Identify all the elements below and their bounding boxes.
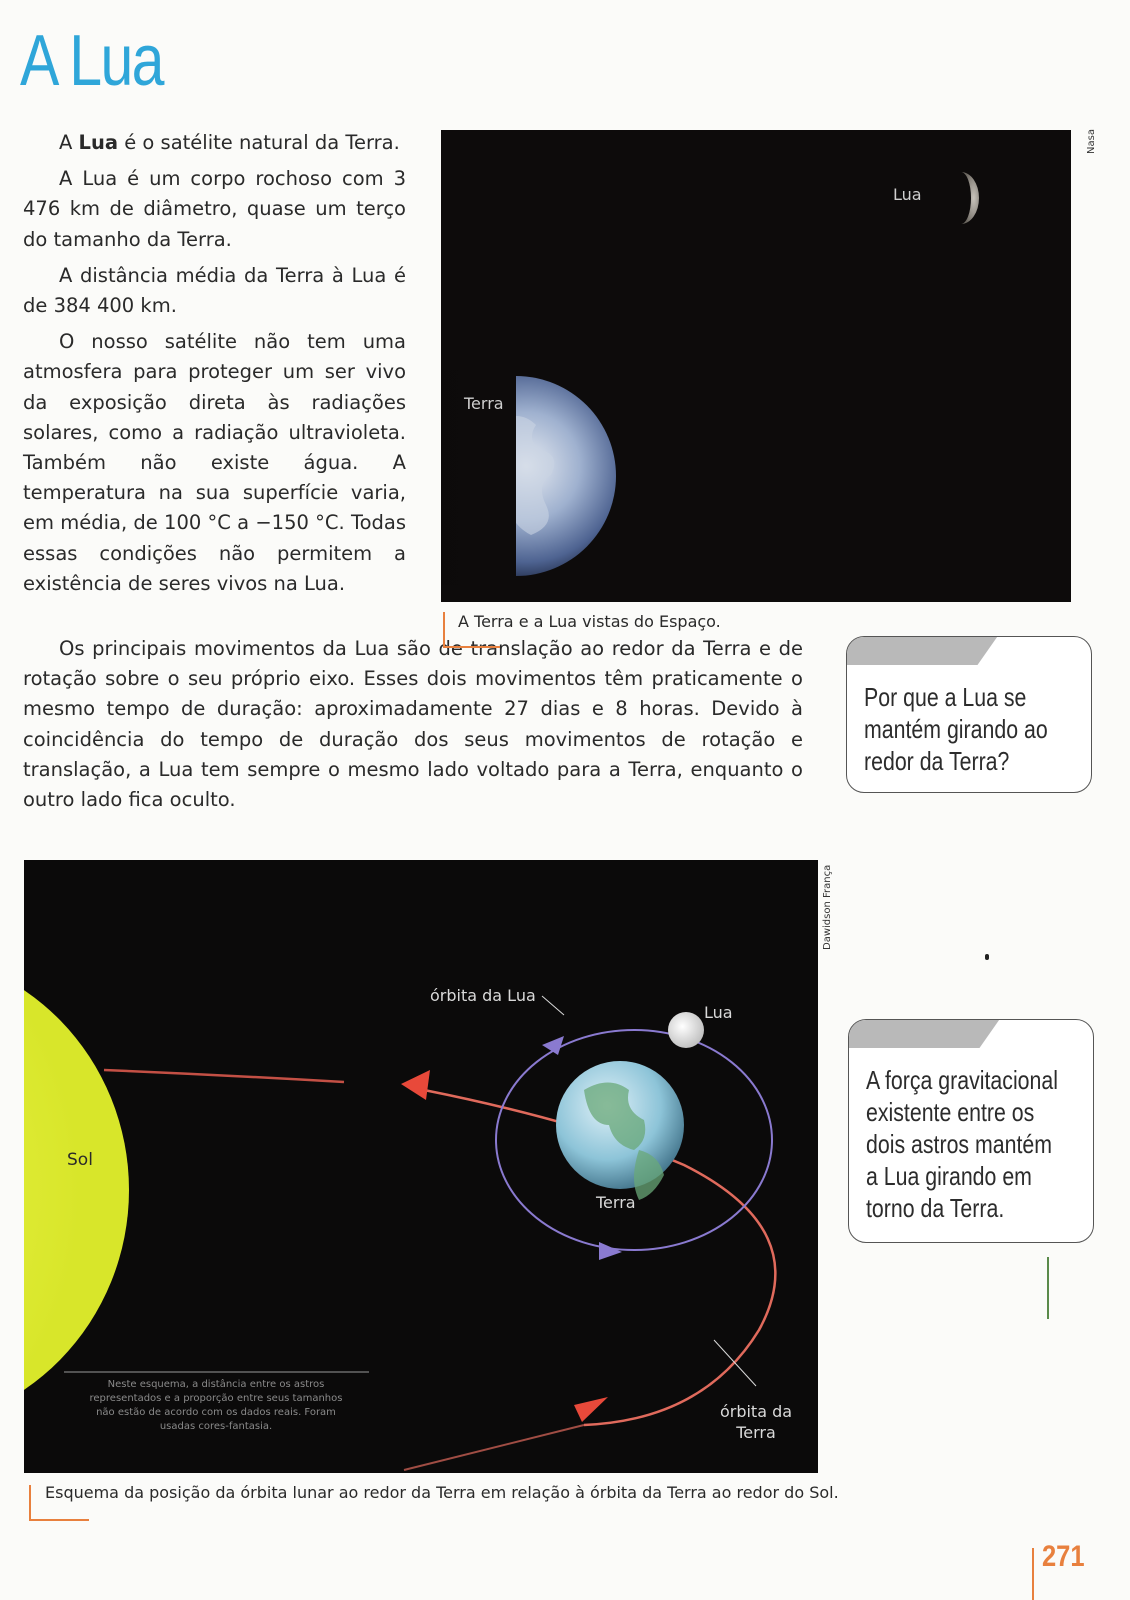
page-number: 271: [1042, 1540, 1085, 1573]
photo-credit: Nasa: [1086, 129, 1097, 154]
earth-moon-photo: [441, 130, 1071, 602]
paragraph-2: A Lua é um corpo rochoso com 3 476 km de diâmetro, quase um terço do tamanho da Terra.: [23, 167, 406, 251]
diagram-label-earth-orbit-2: Terra: [736, 1423, 776, 1442]
movements-paragraph-block: [23, 634, 803, 815]
orbit-diagram-svg: [24, 860, 818, 1473]
diagram-label-moon-orbit: órbita da Lua: [430, 986, 536, 1005]
paragraph-3: A distância média da Terra à Lua é de 384 400 km.: [23, 263, 406, 318]
photo-caption: A Terra e a Lua vistas do Espaço.: [458, 612, 721, 631]
photo-label-earth: Terra: [464, 394, 504, 413]
paragraph-5: Os principais movimentos da Lua são de translação ao redor da Terra e de rotação sobre o seu próprio eixo. Esses dois movimentos têm praticamente o mesmo tempo de duração: aproximadamente 27 dias e 8 horas. Devido à coincidência do tempo de duração dos seus movimentos de rotação e translação, a Lua tem sempre o mesmo lado voltado para a Terra, enquanto o outro lado fica oculto.: [23, 637, 803, 812]
note-line-4: usadas cores-fantasia.: [159, 1421, 273, 1432]
earth-moon-photo-svg: [441, 130, 1071, 602]
moon-shape: [668, 1012, 704, 1048]
diagram-credit: Dawidson França: [822, 864, 833, 950]
diagram-label-earth: Terra: [596, 1193, 636, 1212]
note-line-3: não estão de acordo com os dados reais. Foram: [96, 1407, 336, 1418]
diagram-label-moon: Lua: [704, 1003, 733, 1022]
diagram-caption: Esquema da posição da órbita lunar ao redor da Terra em relação à órbita da Terra ao redor do Sol.: [45, 1483, 839, 1502]
note-line-2: representados e a proporção entre seus tamanhos: [89, 1393, 343, 1404]
page-title: A Lua: [20, 21, 163, 101]
orbit-diagram: [24, 860, 818, 1473]
question-box-tab: [846, 636, 960, 665]
term-lua: Lua: [78, 131, 119, 154]
paragraph-1: A Lua é o satélite natural da Terra.: [59, 131, 400, 154]
answer-line-3: dois astros mantém: [866, 1129, 1053, 1159]
answer-line-1: A força gravitacional: [866, 1065, 1058, 1095]
answer-box-tab: [848, 1019, 962, 1048]
question-line-2: mantém girando ao: [864, 714, 1048, 744]
diagram-label-earth-orbit-1: órbita da: [719, 1402, 793, 1421]
margin-dot: [985, 954, 989, 960]
diagram-label-sun: Sol: [67, 1150, 93, 1170]
page-number-rule: [1032, 1548, 1034, 1600]
question-line-3: redor da Terra?: [864, 746, 1010, 776]
paragraph-4: O nosso satélite não tem uma atmosfera para proteger um ser vivo da exposição direta às radiações solares, como a radiação ultravioleta. Também não existe água. A temperatura na sua superfície varia, em média, de 100 °C a −150 °C. Todas essas condições não permitem a existência de seres vivos na Lua.: [23, 330, 406, 595]
margin-mark: [1047, 1257, 1049, 1319]
answer-box: [848, 1019, 1094, 1243]
question-line-1: Por que a Lua se: [864, 682, 1027, 712]
intro-column: [23, 128, 406, 605]
answer-line-2: existente entre os: [866, 1097, 1035, 1127]
question-box: [846, 636, 1092, 793]
answer-line-4: a Lua girando em: [866, 1161, 1032, 1191]
answer-line-5: torno da Terra.: [866, 1193, 1005, 1223]
photo-label-moon: Lua: [893, 185, 922, 204]
note-line-1: Neste esquema, a distância entre os astros: [107, 1379, 325, 1390]
